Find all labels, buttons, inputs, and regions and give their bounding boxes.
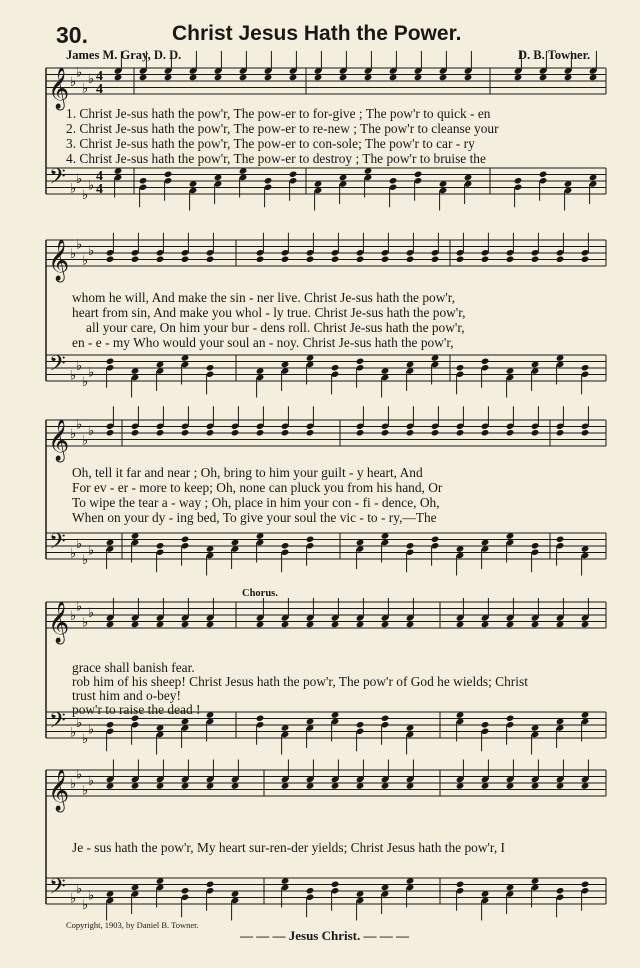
flat-icon: ♭ [70, 427, 77, 442]
note-head [456, 256, 465, 263]
note-head [531, 429, 540, 436]
note-head [531, 542, 540, 549]
verse-2-line-2: heart from sin, And make you whol - ly true. Christ Je-sus hath the pow'r, [72, 305, 466, 320]
note-head [456, 364, 465, 371]
note-head [206, 364, 215, 371]
chorus-line-1: rob him of his sheep! Christ Jesus hath the pow'r, The pow'r of God he wields; Christ [72, 674, 528, 689]
flat-icon: ♭ [70, 891, 77, 907]
note-head [331, 881, 340, 888]
note-head [106, 358, 115, 365]
note-head [381, 256, 390, 263]
flat-icon: ♭ [82, 615, 89, 631]
flat-icon: ♭ [88, 365, 95, 381]
verse-4-line-3: When on your dy - ing bed, To give your soul the vic - to - ry,—The [72, 510, 437, 525]
chorus-line-2: Je - sus hath the pow'r, My heart sur-ren-der yields; Christ Jesus hath the pow'r, I [72, 840, 506, 855]
treble-clef-icon: 𝄞 [48, 770, 70, 811]
bass-clef-icon: 𝄢 [49, 708, 66, 739]
note-head [481, 256, 490, 263]
time-signature: 4 [96, 82, 103, 97]
note-head [156, 256, 165, 263]
note-head [106, 429, 115, 436]
note-head [406, 429, 415, 436]
flat-icon: ♭ [76, 767, 83, 783]
note-head [289, 171, 298, 178]
flat-icon: ♭ [70, 75, 77, 90]
note-head [231, 429, 240, 436]
note-head [381, 429, 390, 436]
note-head [556, 887, 565, 894]
flat-icon: ♭ [70, 725, 77, 741]
note-head [581, 881, 590, 888]
note-head [106, 256, 115, 263]
flat-icon: ♭ [76, 171, 83, 187]
note-head [456, 881, 465, 888]
note-head [414, 171, 423, 178]
flat-icon: ♭ [88, 243, 95, 259]
note-head [331, 256, 340, 263]
flat-icon: ♭ [88, 605, 95, 621]
note-head [556, 256, 565, 263]
note-head [306, 256, 315, 263]
bass-clef-icon: 𝄢 [49, 164, 66, 195]
note-head [356, 358, 365, 365]
flat-icon: ♭ [82, 553, 89, 568]
note-head [531, 256, 540, 263]
note-head [356, 721, 365, 728]
flat-icon: ♭ [70, 247, 77, 262]
note-head [506, 715, 515, 722]
note-head [264, 177, 273, 184]
note-head [581, 256, 590, 263]
note-head [514, 177, 523, 184]
note-head [539, 171, 548, 178]
flat-icon: ♭ [82, 81, 89, 97]
flat-icon: ♭ [70, 609, 77, 624]
verse-2-line-3: For ev - er - more to keep; Oh, none can pluck you from his hand, Or [72, 480, 443, 495]
note-head [281, 429, 290, 436]
flat-icon: ♭ [82, 375, 89, 390]
flat-icon: ♭ [76, 599, 83, 615]
verse-1-line-1: 1. Christ Je-sus hath the pow'r, The pow-er to for-give ; The pow'r to quick - en [66, 106, 491, 121]
flat-icon: ♭ [76, 237, 83, 253]
note-head [431, 536, 440, 543]
note-head [256, 715, 265, 722]
note-head [556, 429, 565, 436]
note-head [556, 536, 565, 543]
note-head [139, 177, 148, 184]
treble-clef-icon: 𝄞 [48, 240, 70, 281]
hymn-number: 30. [56, 22, 88, 48]
flat-icon: ♭ [88, 888, 95, 904]
flat-icon: ♭ [88, 722, 95, 738]
time-signature: 4 [96, 182, 103, 197]
chorus-label: Chorus. [242, 588, 278, 599]
flat-icon: ♭ [82, 783, 89, 799]
note-head [206, 429, 215, 436]
note-head [331, 364, 340, 371]
flat-icon: ♭ [88, 773, 95, 789]
note-head [481, 721, 490, 728]
note-head [506, 256, 515, 263]
note-head [381, 715, 390, 722]
verse-4-line-4: pow'r to raise the dead ! [72, 702, 201, 717]
flat-icon: ♭ [88, 71, 95, 87]
composer-credit: D. B. Towner. [518, 48, 591, 62]
note-head [181, 429, 190, 436]
note-head [356, 429, 365, 436]
note-head [481, 358, 490, 365]
flat-icon: ♭ [82, 433, 89, 449]
note-head [181, 256, 190, 263]
note-head [156, 429, 165, 436]
flat-icon: ♭ [76, 715, 83, 731]
flat-icon: ♭ [88, 423, 95, 439]
flat-icon: ♭ [76, 536, 83, 552]
flat-icon: ♭ [88, 178, 95, 194]
note-head [106, 721, 115, 728]
bass-clef-icon: 𝄢 [49, 874, 66, 905]
flat-icon: ♭ [82, 898, 89, 913]
note-head [164, 171, 173, 178]
note-head [256, 429, 265, 436]
flat-icon: ♭ [76, 65, 83, 81]
note-head [281, 256, 290, 263]
verse-4-line-2: en - e - my Who would your soul an - noy. Christ Je-sus hath the pow'r, [72, 335, 454, 350]
verse-4-line-1: 4. Christ Je-sus hath the pow'r, The pow-er to destroy ; The pow'r to bruise the [66, 151, 486, 166]
verse-3-line-3: To wipe the tear a - way ; Oh, place in him your con - fi - dence, Oh, [72, 495, 440, 510]
note-head [131, 429, 140, 436]
time-signature: 4 [96, 69, 103, 84]
note-head [356, 256, 365, 263]
note-head [306, 536, 315, 543]
note-head [156, 542, 165, 549]
treble-clef-icon: 𝄞 [48, 602, 70, 643]
note-head [456, 429, 465, 436]
note-head [281, 542, 290, 549]
note-head [206, 256, 215, 263]
verse-1-line-4: grace shall banish fear. [72, 660, 195, 675]
treble-clef-icon: 𝄞 [48, 420, 70, 461]
note-head [131, 256, 140, 263]
hymn-title: Christ Jesus Hath the Power. [172, 22, 462, 45]
flat-icon: ♭ [76, 358, 83, 374]
flat-icon: ♭ [88, 543, 95, 559]
flat-icon: ♭ [82, 253, 89, 269]
flat-icon: ♭ [70, 368, 77, 384]
note-head [581, 429, 590, 436]
note-head [406, 256, 415, 263]
note-head [306, 429, 315, 436]
verse-3-line-2: all your care, On him your bur - dens roll. Christ Je-sus hath the pow'r, [86, 320, 465, 335]
verse-1-line-2: whom he will, And make the sin - ner live. Christ Je-sus hath the pow'r, [72, 290, 456, 305]
flat-icon: ♭ [76, 881, 83, 897]
topic-label: — — — Jesus Christ. — — — [240, 928, 410, 943]
verse-2-line-1: 2. Christ Je-sus hath the pow'r, The pow-er to re-new ; The pow'r to cleanse your [66, 121, 499, 136]
bass-clef-icon: 𝄢 [49, 351, 66, 382]
note-head [581, 364, 590, 371]
note-head [481, 429, 490, 436]
verse-3-line-1: 3. Christ Je-sus hath the pow'r, The pow-er to con-sole; The pow'r to car - ry [66, 136, 475, 151]
flat-icon: ♭ [82, 732, 89, 747]
copyright-notice: Copyright, 1903, by Daniel B. Towner. [66, 920, 199, 930]
topic-text: Jesus Christ. [288, 928, 361, 943]
verse-1-line-3: Oh, tell it far and near ; Oh, bring to him your guilt - y heart, And [72, 465, 423, 480]
flat-icon: ♭ [76, 417, 83, 433]
note-head [181, 887, 190, 894]
note-head [431, 256, 440, 263]
verse-3-line-4: trust him and o-bey! [72, 688, 181, 703]
note-head [306, 887, 315, 894]
author-credit: James M. Gray, D. D. [66, 48, 182, 62]
note-head [181, 536, 190, 543]
note-head [389, 177, 398, 184]
treble-clef-icon: 𝄞 [48, 68, 70, 109]
flat-icon: ♭ [70, 777, 77, 792]
bass-clef-icon: 𝄢 [49, 529, 66, 560]
note-head [506, 429, 515, 436]
time-signature: 4 [96, 169, 103, 184]
flat-icon: ♭ [70, 546, 77, 562]
flat-icon: ♭ [70, 181, 77, 197]
note-head [406, 542, 415, 549]
note-head [206, 881, 215, 888]
note-head [256, 256, 265, 263]
note-head [431, 429, 440, 436]
flat-icon: ♭ [82, 188, 89, 203]
